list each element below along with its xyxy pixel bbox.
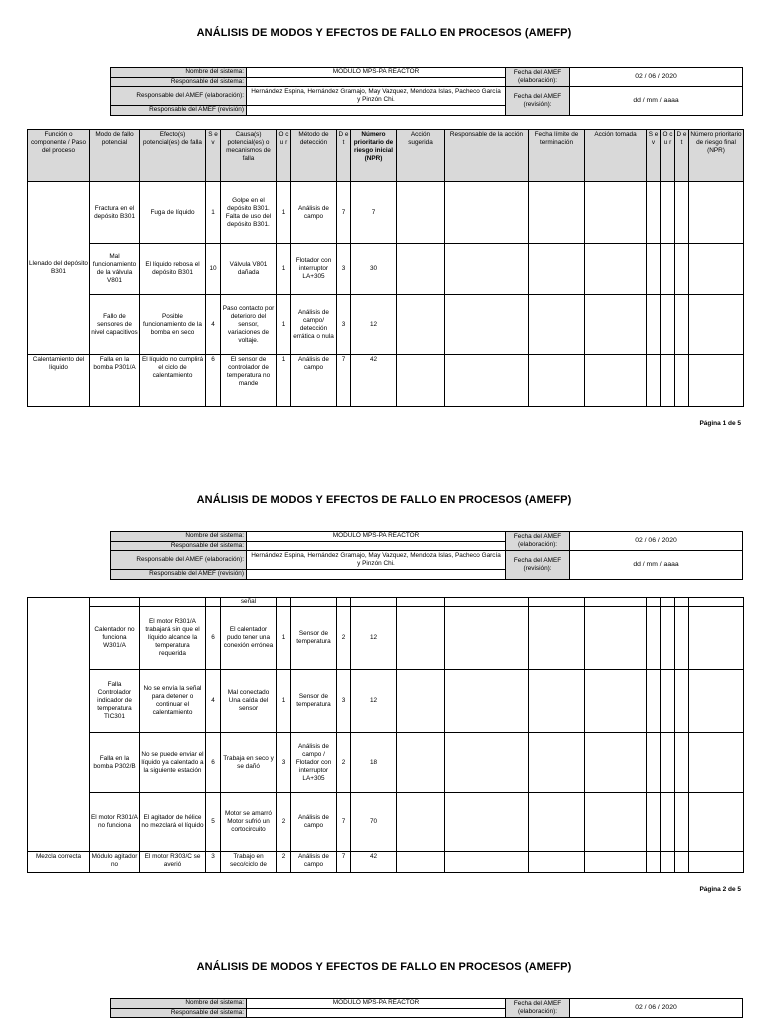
detection-cell: Flotador con interruptor LA+305	[291, 244, 337, 295]
col-det: D e t	[337, 130, 351, 182]
cause-cell: El calentador pudo tener una conexión errónea	[221, 607, 277, 670]
cause-cell: Motor se amarró Motor sufrió un cortocircuito	[221, 793, 277, 852]
occ-cell: 2	[277, 793, 291, 852]
table-row	[28, 182, 744, 244]
cause-cell: Mal conectado Una caída del sensor	[221, 670, 277, 733]
table-row	[28, 244, 744, 295]
effect-cell: El motor R301/A trabajará sin que el líquido alcance la temperatura requerida	[140, 607, 206, 670]
table-row	[28, 733, 744, 793]
mode-cell: Calentador no funciona W301/A	[90, 607, 140, 670]
cause-cell: Trabaja en seco y se dañó	[221, 733, 277, 793]
mode-cell: Mal funcionamiento de la válvula V801	[90, 244, 140, 295]
col-detection: Método de detección	[291, 130, 337, 182]
npr-cell: 42	[351, 852, 397, 873]
col-cause: Causa(s) potencial(es) o mecanismos de falla	[221, 130, 277, 182]
table-row	[28, 852, 744, 873]
date-elab-label: Fecha del AMEF (elaboración):	[506, 68, 570, 87]
col-suggested-action: Acción sugerida	[397, 130, 445, 182]
date-elab-label: Fecha del AMEF (elaboración):	[506, 532, 570, 551]
col-deadline: Fecha límite de terminación	[529, 130, 585, 182]
det-cell: 7	[337, 852, 351, 873]
meta-table	[110, 531, 743, 580]
cause-cell: Válvula V801 dañada	[221, 244, 277, 295]
col-effect: Efecto(s) potencial(es) de falla	[140, 130, 206, 182]
amef-owner-value: Hernández Espina, Hernández Gramajo, May Vazquez, Mendoza Islas, Pacheco García y Pinzón Chi.	[247, 87, 506, 106]
amef-review-label: Responsable del AMEF (revisión)	[111, 106, 247, 116]
function-cell	[28, 598, 90, 852]
det-cell: 7	[337, 355, 351, 407]
amef-table	[27, 129, 744, 407]
date-rev-value: dd / mm / aaaa	[570, 551, 743, 580]
sev-cell: 5	[206, 793, 221, 852]
system-name-label: Nombre del sistema:	[111, 68, 247, 78]
cause-cell: señal	[221, 598, 277, 607]
mode-cell: Falla en la bomba P301/A	[90, 355, 140, 407]
date-rev-label: Fecha del AMEF (revisión):	[506, 87, 570, 116]
amef-review-value	[247, 106, 506, 116]
table-row	[28, 295, 744, 355]
detection-cell: Análisis de campo	[291, 793, 337, 852]
det-cell: 7	[337, 182, 351, 244]
date-elab-label: Fecha del AMEF (elaboración):	[506, 999, 570, 1018]
cause-cell: Golpe en el depósito B301. Falta de uso del depósito B301.	[221, 182, 277, 244]
col-responsible: Responsable de la acción	[445, 130, 529, 182]
date-elab-value: 02 / 06 / 2020	[570, 999, 743, 1018]
system-owner-value	[247, 1008, 506, 1018]
sev-cell: 6	[206, 355, 221, 407]
page-number: Página 1 de 5	[699, 420, 741, 427]
npr-cell: 30	[351, 244, 397, 295]
occ-cell: 1	[277, 670, 291, 733]
system-name-label: Nombre del sistema:	[111, 532, 247, 542]
date-rev-label: Fecha del AMEF (revisión):	[506, 551, 570, 580]
amef-review-label: Responsable del AMEF (revisión)	[111, 570, 247, 580]
system-owner-label: Responsable del sistema:	[111, 77, 247, 87]
amef-table	[27, 597, 744, 873]
effect-cell: Posible funcionamiento de la bomba en seco	[140, 295, 206, 355]
amef-owner-label: Responsable del AMEF (elaboración):	[111, 87, 247, 106]
npr-cell: 12	[351, 295, 397, 355]
occ-cell: 1	[277, 355, 291, 407]
occ-cell: 1	[277, 295, 291, 355]
amef-owner-value: Hernández Espina, Hernández Gramajo, May Vazquez, Mendoza Islas, Pacheco García y Pinzón Chi.	[247, 551, 506, 570]
effect-cell: El líquido rebosa el depósito B301	[140, 244, 206, 295]
col-action-taken: Acción tomada	[585, 130, 647, 182]
effect-cell: El líquido no cumplirá el ciclo de calentamiento	[140, 355, 206, 407]
detection-cell: Análisis de campo	[291, 852, 337, 873]
system-owner-value	[247, 77, 506, 87]
col-sev: S e v	[206, 130, 221, 182]
mode-cell: Módulo agitador no	[90, 852, 140, 873]
col-occ-final: O c u r	[661, 130, 675, 182]
sev-cell: 1	[206, 182, 221, 244]
sev-cell: 6	[206, 607, 221, 670]
effect-cell: Fuga de líquido	[140, 182, 206, 244]
amef-owner-label: Responsable del AMEF (elaboración):	[111, 551, 247, 570]
effect-cell: No se puede enviar el líquido ya calentado a la siguiente estación	[140, 733, 206, 793]
cause-cell: El sensor de controlador de temperatura no mande	[221, 355, 277, 407]
function-cell: Mezcla correcta	[28, 852, 90, 873]
npr-cell: 42	[351, 355, 397, 407]
effect-cell: El agitador de hélice no mezclará el líquido	[140, 793, 206, 852]
npr-cell: 18	[351, 733, 397, 793]
table-row	[28, 670, 744, 733]
det-cell: 2	[337, 733, 351, 793]
occ-cell: 1	[277, 244, 291, 295]
system-name-value: MÓDULO MPS-PA REACTOR	[247, 999, 506, 1009]
npr-cell: 12	[351, 607, 397, 670]
sev-cell: 3	[206, 852, 221, 873]
system-owner-value	[247, 541, 506, 551]
detection-cell: Análisis de campo	[291, 182, 337, 244]
sev-cell: 4	[206, 670, 221, 733]
sev-cell: 6	[206, 733, 221, 793]
cause-cell: Trabajo en seco/ciclo de	[221, 852, 277, 873]
npr-cell: 70	[351, 793, 397, 852]
detection-cell: Sensor de temperatura	[291, 670, 337, 733]
col-function: Función o componente / Paso del proceso	[28, 130, 90, 182]
amef-review-value	[247, 570, 506, 580]
det-cell: 7	[337, 793, 351, 852]
detection-cell: Sensor de temperatura	[291, 607, 337, 670]
col-det-final: D e t	[675, 130, 689, 182]
page-number: Página 2 de 5	[699, 886, 741, 893]
table-row	[28, 598, 744, 607]
occ-cell: 2	[277, 852, 291, 873]
mode-cell: Fallo de sensores de nivel capacitivos	[90, 295, 140, 355]
function-cell: Calentamiento del líquido	[28, 355, 90, 407]
npr-cell: 7	[351, 182, 397, 244]
function-cell: Llenado del depósito B301	[28, 182, 90, 355]
npr-cell: 12	[351, 670, 397, 733]
sev-cell: 10	[206, 244, 221, 295]
col-failure-mode: Modo de fallo potencial	[90, 130, 140, 182]
date-elab-value: 02 / 06 / 2020	[570, 68, 743, 87]
det-cell: 3	[337, 295, 351, 355]
col-npr-final: Número prioritario de riesgo final (NPR)	[689, 130, 744, 182]
occ-cell: 3	[277, 733, 291, 793]
det-cell: 2	[337, 607, 351, 670]
system-owner-label: Responsable del sistema:	[111, 1008, 247, 1018]
mode-cell: Fractura en el depósito B301	[90, 182, 140, 244]
effect-cell: No se envía la señal para detener o continuar el calentamiento	[140, 670, 206, 733]
table-row	[28, 355, 744, 407]
occ-cell: 1	[277, 607, 291, 670]
document-title: ANÁLISIS DE MODOS Y EFECTOS DE FALLO EN PROCESOS (AMEFP)	[196, 961, 572, 973]
date-rev-value: dd / mm / aaaa	[570, 87, 743, 116]
mode-cell: El motor R301/A no funciona	[90, 793, 140, 852]
date-elab-value: 02 / 06 / 2020	[570, 532, 743, 551]
document-title: ANÁLISIS DE MODOS Y EFECTOS DE FALLO EN PROCESOS (AMEFP)	[196, 27, 572, 39]
sev-cell: 4	[206, 295, 221, 355]
document-title: ANÁLISIS DE MODOS Y EFECTOS DE FALLO EN PROCESOS (AMEFP)	[196, 494, 572, 506]
detection-cell: Análisis de campo/ detección errática o nula	[291, 295, 337, 355]
table-row	[28, 793, 744, 852]
mode-cell: Falla Controlador indicador de temperatura TIC301	[90, 670, 140, 733]
col-occ: O c u r	[277, 130, 291, 182]
occ-cell: 1	[277, 182, 291, 244]
det-cell: 3	[337, 670, 351, 733]
system-name-value: MÓDULO MPS-PA REACTOR	[247, 68, 506, 78]
table-row	[28, 607, 744, 670]
meta-table	[110, 67, 743, 116]
system-owner-label: Responsable del sistema:	[111, 541, 247, 551]
det-cell: 3	[337, 244, 351, 295]
col-npr-initial: Número prioritario de riesgo inicial (NPR)	[351, 130, 397, 182]
effect-cell: El motor R303/C se averió	[140, 852, 206, 873]
col-sev-final: S e v	[647, 130, 661, 182]
system-name-value: MÓDULO MPS-PA REACTOR	[247, 532, 506, 542]
detection-cell: Análisis de campo / Flotador con interruptor LA+305	[291, 733, 337, 793]
meta-table	[110, 998, 743, 1018]
mode-cell: Falla en la bomba P302/B	[90, 733, 140, 793]
cause-cell: Paso contacto por deterioro del sensor, variaciones de voltaje.	[221, 295, 277, 355]
detection-cell: Análisis de campo	[291, 355, 337, 407]
system-name-label: Nombre del sistema:	[111, 999, 247, 1009]
